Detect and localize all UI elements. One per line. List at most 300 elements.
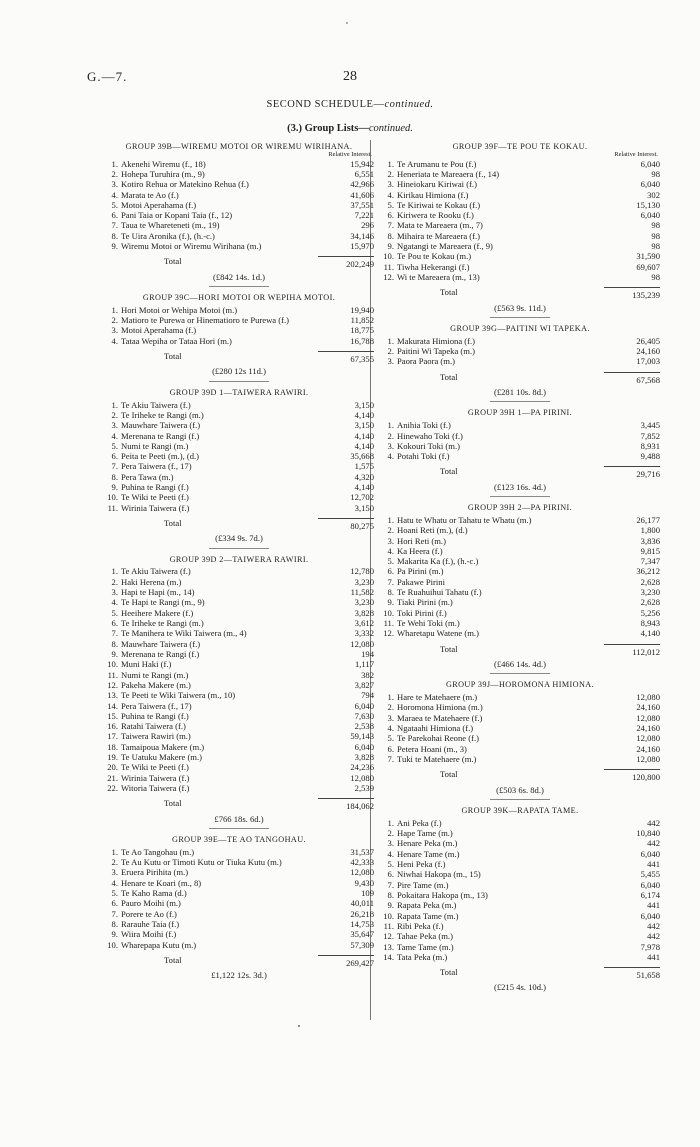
- owner-name: Rapata Peka (m.): [397, 900, 457, 911]
- item-number: 5.: [111, 888, 118, 899]
- list-item: [380, 251, 660, 261]
- relative-interest: 4,140: [354, 409, 374, 420]
- list-item: [104, 503, 374, 513]
- owner-name: Te Wiki te Peeti (f.): [121, 492, 189, 503]
- relative-interest: 31,590: [636, 251, 660, 262]
- relative-interest: 4,140: [354, 440, 374, 451]
- owner-name: Makurata Himiona (f.): [397, 335, 476, 346]
- owner-name: Hohepa Turuhira (m., 9): [121, 168, 205, 179]
- item-number: 19.: [107, 752, 118, 763]
- relative-interest: 9,430: [354, 877, 374, 888]
- owner-name: Merenana te Rangi (f.): [121, 430, 200, 441]
- total-value: 120,800: [604, 769, 660, 782]
- owner-name: Pa Pirini (m.): [397, 566, 444, 577]
- item-number: 5.: [111, 607, 118, 618]
- group-block: [380, 680, 660, 800]
- list-item: [104, 179, 374, 189]
- group-block: [104, 388, 374, 549]
- list-item: [380, 849, 660, 859]
- list-item: [104, 400, 374, 410]
- relative-interest: 6,040: [640, 158, 660, 169]
- owner-name: Motoi Aperahama (f.): [121, 325, 197, 336]
- owner-name: Pauro Moihi (m.): [121, 898, 181, 909]
- list-item: [104, 231, 374, 241]
- group-block: [104, 555, 374, 829]
- list-item: [104, 336, 374, 346]
- relative-interest: 24,160: [636, 723, 660, 734]
- item-number: 2.: [387, 525, 394, 536]
- list-item: [380, 754, 660, 764]
- item-number: 9.: [111, 648, 118, 659]
- relative-interest: 3,612: [354, 618, 374, 629]
- item-number: 3.: [387, 356, 394, 367]
- total-value: 202,249: [318, 256, 374, 269]
- relative-interest: 19,940: [350, 304, 374, 315]
- total-label: Total: [164, 798, 182, 809]
- list-item: [104, 940, 374, 950]
- relative-interest: 10,840: [636, 828, 660, 839]
- group-total: [380, 287, 660, 300]
- relative-interest: 4,320: [354, 471, 374, 482]
- list-item: [104, 731, 374, 741]
- relative-interest-heading: Relative Interest.: [614, 150, 658, 158]
- total-value: 269,427: [318, 955, 374, 968]
- item-number: 11.: [383, 920, 394, 931]
- item-number: 11.: [383, 618, 394, 629]
- list-item: [104, 315, 374, 325]
- total-pounds: (£281 10s. 8d.): [493, 387, 547, 398]
- item-number: 17.: [107, 731, 118, 742]
- item-number: 7.: [387, 879, 394, 890]
- list-item: [104, 492, 374, 502]
- list-item: [104, 867, 374, 877]
- owner-name: Toki Pirini (f.): [397, 607, 447, 618]
- item-number: 20.: [107, 762, 118, 773]
- item-number: 4.: [111, 430, 118, 441]
- owner-name: Tiaki Pirini (m.): [397, 597, 453, 608]
- relative-interest: 3,828: [354, 607, 374, 618]
- list-item: [380, 618, 660, 628]
- owner-name: Horomona Himiona (m.): [397, 702, 483, 713]
- list-item: [380, 931, 660, 941]
- right-column: [380, 140, 660, 999]
- list-item: [380, 346, 660, 356]
- owner-name: Witoria Taiwera (f.): [121, 783, 190, 794]
- total-label: Total: [440, 287, 458, 298]
- owner-name: Te Pou te Kokau (m.): [397, 251, 472, 262]
- item-number: 1.: [111, 399, 118, 410]
- owner-name: Puhina te Rangi (f.): [121, 482, 189, 493]
- list-item: [104, 628, 374, 638]
- list-item: [104, 909, 374, 919]
- relative-interest: 24,160: [636, 743, 660, 754]
- list-item: [104, 618, 374, 628]
- list-item: [380, 356, 660, 366]
- item-number: 1.: [111, 158, 118, 169]
- list-item: [104, 929, 374, 939]
- section-rule: [209, 548, 269, 549]
- relative-interest: 442: [647, 931, 660, 942]
- group-lists-heading: (3.) Group Lists—continued.: [287, 123, 413, 134]
- relative-interest: 8,943: [640, 618, 660, 629]
- list-item: [380, 159, 660, 169]
- relative-interest: 5,256: [640, 607, 660, 618]
- list-item: [104, 659, 374, 669]
- list-item: [104, 472, 374, 482]
- section-rule: [209, 286, 269, 287]
- relative-interest: 12,080: [350, 638, 374, 649]
- item-number: 3.: [387, 712, 394, 723]
- list-item: [380, 942, 660, 952]
- relative-interest: 15,942: [350, 158, 374, 169]
- list-item: [104, 690, 374, 700]
- item-number: 3.: [111, 420, 118, 431]
- owner-name: Puhina te Rangi (f.): [121, 710, 189, 721]
- relative-interest: 69,607: [636, 261, 660, 272]
- item-number: 12.: [107, 679, 118, 690]
- relative-interest: 3,230: [354, 576, 374, 587]
- owner-name: Wiremu Motoi or Wiremu Wirihana (m.): [121, 241, 262, 252]
- list-item: [104, 305, 374, 315]
- item-number: 4.: [111, 877, 118, 888]
- list-item: [104, 878, 374, 888]
- item-number: 4.: [387, 848, 394, 859]
- owner-name: Pera Tawa (m.): [121, 471, 174, 482]
- relative-interest: 1,575: [354, 461, 374, 472]
- owner-name: Petera Hoani (m., 3): [397, 743, 467, 754]
- list-item: [104, 847, 374, 857]
- item-number: 5.: [387, 556, 394, 567]
- owner-name: Wharetapu Watene (m.): [397, 628, 479, 639]
- item-number: 10.: [383, 251, 394, 262]
- owner-name: Kokouri Toki (m.): [397, 440, 460, 451]
- group-total: [380, 644, 660, 657]
- relative-interest: 40,011: [350, 898, 374, 909]
- list-item: [104, 597, 374, 607]
- owner-name: Tataa Wepiha or Tataa Hori (m.): [121, 335, 232, 346]
- total-value: 184,062: [318, 798, 374, 811]
- relative-interest: 31,537: [350, 846, 374, 857]
- item-number: 6.: [387, 210, 394, 221]
- list-item: [104, 190, 374, 200]
- owner-name: Te Ao Tangohau (m.): [121, 846, 195, 857]
- owner-name: Ngataahi Himiona (f.): [397, 723, 474, 734]
- relative-interest: 441: [647, 859, 660, 870]
- group-total: [380, 466, 660, 479]
- owner-name: Taiwera Rawiri (m.): [121, 731, 191, 742]
- owner-name: Tuki te Matehaere (m.): [397, 754, 477, 764]
- item-number: 13.: [107, 690, 118, 701]
- total-pounds: (£215 4s. 10d.): [493, 982, 547, 993]
- owner-name: Te Ruahuihui Tahatu (f.): [397, 587, 482, 598]
- owner-name: Te Wehi Toki (m.): [397, 618, 460, 629]
- list-item: [104, 200, 374, 210]
- item-number: 5.: [387, 733, 394, 744]
- page-speck: [346, 22, 348, 24]
- owner-name: Te Au Kutu or Timoti Kutu or Tiuka Kutu (m.): [121, 857, 282, 868]
- group-block: [104, 142, 374, 287]
- item-number: 4.: [387, 723, 394, 734]
- item-number: 4.: [111, 335, 118, 346]
- relative-interest: 12,780: [350, 566, 374, 577]
- total-pounds: (£503 6s. 8d.): [496, 784, 544, 795]
- item-number: 4.: [111, 597, 118, 608]
- list-item: [380, 577, 660, 587]
- relative-interest-heading: Relative Interest.: [328, 150, 372, 158]
- owner-name: Ribi Peka (f.): [397, 920, 444, 931]
- group-block: [380, 408, 660, 497]
- owner-name: Mihaira te Mareaera (f.): [397, 230, 481, 241]
- owner-name: Heni Peka (f.): [397, 859, 446, 870]
- total-pounds: (£334 9s. 7d.): [215, 533, 263, 544]
- document-reference: G.—7.: [87, 69, 128, 84]
- owner-name: Henare Peka (m.): [397, 838, 458, 849]
- item-number: 14.: [107, 700, 118, 711]
- group-total: [104, 518, 374, 531]
- item-number: 5.: [111, 440, 118, 451]
- list-item: [380, 952, 660, 962]
- owner-name: Hape Tame (m.): [397, 828, 453, 839]
- item-number: 12.: [383, 931, 394, 942]
- relative-interest: 34,146: [350, 230, 374, 241]
- owner-name: Taua te Whareteneti (m., 19): [121, 220, 220, 231]
- owner-name: Wirinia Taiwera (f.): [121, 502, 190, 513]
- owner-name: Haki Herena (m.): [121, 576, 182, 587]
- owner-name: Tata Peka (m.): [397, 951, 448, 962]
- relative-interest: 3,230: [354, 597, 374, 608]
- owner-name: Te Uira Aronika (f.), (h.-c.): [121, 230, 215, 241]
- owner-name: Te Manihera te Wiki Taiwera (m., 4): [121, 628, 247, 639]
- owner-name: Henare Tame (m.): [397, 848, 460, 859]
- owner-name: Paitini Wi Tapeka (m.): [397, 346, 475, 357]
- relative-interest: 3,836: [640, 535, 660, 546]
- group-block: [380, 806, 660, 993]
- item-number: 2.: [111, 315, 118, 326]
- owner-name: Heneriata te Mareaera (f., 14): [397, 168, 500, 179]
- relative-interest: 3,828: [354, 752, 374, 763]
- relative-interest: 15,130: [636, 199, 660, 210]
- item-number: 10.: [383, 607, 394, 618]
- relative-interest: 2,628: [640, 597, 660, 608]
- list-item: [104, 441, 374, 451]
- list-item: [104, 711, 374, 721]
- item-number: 2.: [111, 168, 118, 179]
- item-number: 6.: [111, 451, 118, 462]
- item-number: 1.: [111, 846, 118, 857]
- list-item: [104, 919, 374, 929]
- item-number: 3.: [111, 325, 118, 336]
- item-number: 10.: [107, 939, 118, 950]
- owner-name: Maraea te Matehaere (f.): [397, 712, 483, 723]
- list-item: [380, 900, 660, 910]
- item-number: 1.: [387, 158, 394, 169]
- list-item: [104, 577, 374, 587]
- item-number: 7.: [387, 754, 394, 764]
- item-number: 4.: [111, 189, 118, 200]
- owner-name: Pire Tame (m.): [397, 879, 449, 890]
- list-item: [380, 587, 660, 597]
- owner-name: Ngatangi te Mareaera (f., 9): [397, 241, 493, 252]
- list-item: [380, 272, 660, 282]
- owner-name: Pakawe Pirini: [397, 576, 445, 587]
- relative-interest: 35,647: [350, 929, 374, 940]
- relative-interest: 12,080: [350, 867, 374, 878]
- page-number: 28: [343, 69, 357, 84]
- relative-interest: 26,405: [636, 335, 660, 346]
- item-number: 12.: [383, 628, 394, 639]
- section-rule: [490, 401, 550, 402]
- item-number: 6.: [387, 566, 394, 577]
- group-total: [104, 256, 374, 269]
- list-item: [380, 179, 660, 189]
- owner-name: Te Peeti te Wiki Taiwera (m., 10): [121, 690, 236, 701]
- owner-name: Pani Taia or Kopani Taia (f., 12): [121, 210, 233, 221]
- relative-interest: 26,177: [636, 514, 660, 525]
- left-column: [104, 140, 374, 987]
- item-number: 1.: [387, 420, 394, 431]
- item-number: 9.: [111, 241, 118, 252]
- relative-interest: 59,143: [350, 731, 374, 742]
- group-title: GROUP 39H 1—PA PIRINI.: [467, 408, 573, 418]
- item-number: 4.: [387, 451, 394, 462]
- owner-name: Kotiro Rehua or Matekino Rehua (f.): [121, 179, 249, 190]
- item-number: 9.: [387, 241, 394, 252]
- group-title: GROUP 39C—HORI MOTOI OR WEPIHA MOTOI.: [142, 293, 336, 302]
- relative-interest: 7,978: [640, 941, 660, 952]
- relative-interest: 442: [647, 920, 660, 931]
- owner-name: Mauwhare Taiwera (f.): [121, 420, 201, 431]
- owner-name: Henare te Koari (m., 8): [121, 877, 202, 888]
- list-item: [380, 210, 660, 220]
- owner-name: Pakeha Makere (m.): [121, 679, 191, 690]
- group-title: GROUP 39B—WIREMU MOTOI OR WIREMU WIRIHANA.: [125, 142, 353, 151]
- owner-name: Marata te Ao (f.): [121, 189, 179, 200]
- owner-name: Muni Haki (f.): [121, 659, 172, 670]
- item-number: 8.: [111, 471, 118, 482]
- total-label: Total: [164, 256, 182, 267]
- relative-interest: 12,080: [636, 712, 660, 723]
- list-item: [104, 608, 374, 618]
- relative-interest: 6,040: [640, 179, 660, 190]
- item-number: 7.: [111, 461, 118, 472]
- relative-interest: 7,347: [640, 556, 660, 567]
- item-number: 6.: [111, 210, 118, 221]
- list-item: [380, 597, 660, 607]
- total-value: 112,012: [604, 644, 660, 657]
- list-item: [104, 420, 374, 430]
- relative-interest: 6,174: [640, 889, 660, 900]
- relative-interest: 109: [361, 888, 374, 899]
- owner-name: Motoi Aperahama (f.): [121, 199, 197, 210]
- owner-name: Matioro te Purewa or Hinematioro te Purewa (f.): [121, 315, 290, 326]
- total-label: Total: [440, 466, 458, 477]
- owner-name: Hare te Matehaere (m.): [397, 692, 478, 703]
- owner-name: Numi te Rangi (m.): [121, 440, 189, 451]
- relative-interest: 6,040: [354, 741, 374, 752]
- item-number: 11.: [107, 669, 118, 680]
- owner-name: Hori Motoi or Wehipa Motoi (m.): [121, 304, 238, 315]
- owner-name: Te Kiriwai te Kokau (f.): [397, 199, 481, 210]
- section-rule: [490, 673, 550, 674]
- owner-name: Tahae Peka (m.): [397, 931, 453, 942]
- relative-interest: 3,150: [354, 502, 374, 513]
- section-rule: [209, 381, 269, 382]
- total-pounds: £1,122 12s. 3d.): [211, 970, 267, 981]
- relative-interest: 442: [647, 817, 660, 828]
- total-pounds: (£280 12s 11d.): [212, 366, 266, 377]
- owner-name: Anihia Toki (f.): [397, 420, 451, 431]
- owner-name: Merenana te Rangi (f.): [121, 648, 200, 659]
- relative-interest: 1,117: [354, 659, 374, 670]
- list-item: [104, 857, 374, 867]
- total-value: 67,355: [318, 351, 374, 364]
- relative-interest: 3,230: [640, 587, 660, 598]
- item-number: 2.: [387, 702, 394, 713]
- relative-interest: 1,800: [640, 525, 660, 536]
- owner-name: Paora Paora (m.): [397, 356, 455, 367]
- relative-interest: 37,551: [350, 199, 374, 210]
- owner-name: Tamaipoua Makere (m.): [121, 741, 205, 752]
- relative-interest: 98: [651, 272, 660, 282]
- relative-interest: 11,582: [350, 587, 374, 598]
- group-total: [104, 351, 374, 364]
- list-item: [104, 431, 374, 441]
- relative-interest: 35,668: [350, 451, 374, 462]
- list-item: [104, 762, 374, 772]
- group-title: GROUP 39J—HOROMONA HIMIONA.: [445, 680, 595, 690]
- relative-interest: 3,445: [640, 420, 660, 431]
- item-number: 3.: [111, 587, 118, 598]
- item-number: 7.: [111, 220, 118, 231]
- relative-interest: 24,160: [636, 702, 660, 713]
- owner-name: Rapata Tame (m.): [397, 910, 459, 921]
- group-title: GROUP 39G—PAITINI WI TAPEKA.: [450, 323, 590, 333]
- list-item: [380, 200, 660, 210]
- owner-name: Pokaitara Hakopa (m., 13): [397, 889, 488, 900]
- relative-interest: 4,140: [354, 482, 374, 493]
- owner-name: Wirinia Taiwera (f.): [121, 772, 190, 783]
- total-label: Total: [440, 967, 458, 978]
- item-number: 3.: [387, 440, 394, 451]
- group-total: [104, 955, 374, 968]
- relative-interest: 16,788: [350, 335, 374, 346]
- list-item: [104, 773, 374, 783]
- list-item: [104, 169, 374, 179]
- total-value: 135,239: [604, 287, 660, 300]
- section-rule: [209, 828, 269, 829]
- item-number: 2.: [387, 828, 394, 839]
- relative-interest: 4,140: [640, 628, 660, 639]
- item-number: 1.: [387, 335, 394, 346]
- owner-name: Hapi te Hapi (m., 14): [121, 587, 195, 598]
- item-number: 6.: [387, 743, 394, 754]
- owner-name: Te Parekohai Reone (f.): [397, 733, 479, 744]
- list-item: [380, 262, 660, 272]
- list-item: [104, 482, 374, 492]
- list-item: [104, 451, 374, 461]
- item-number: 2.: [387, 168, 394, 179]
- owner-name: Porere te Ao (f.): [121, 908, 177, 919]
- relative-interest: 441: [647, 900, 660, 911]
- item-number: 7.: [387, 576, 394, 587]
- item-number: 5.: [111, 199, 118, 210]
- list-item: [380, 451, 660, 461]
- relative-interest: 26,218: [350, 908, 374, 919]
- relative-interest: 6,551: [354, 168, 374, 179]
- item-number: 3.: [387, 179, 394, 190]
- relative-interest: 12,080: [350, 772, 374, 783]
- total-label: Total: [164, 351, 182, 362]
